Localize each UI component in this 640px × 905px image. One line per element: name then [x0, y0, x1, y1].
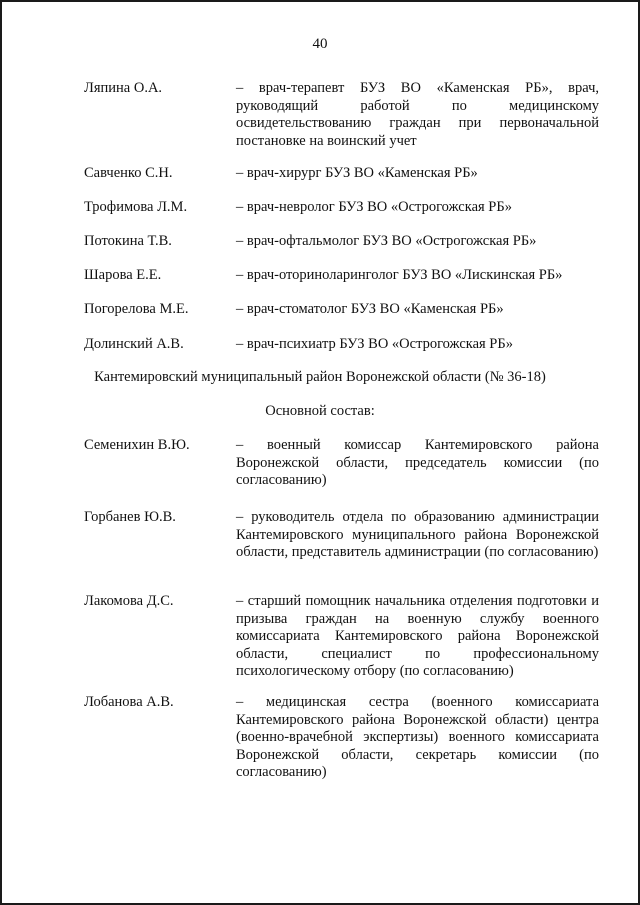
district-heading: Кантемировский муниципальный район Воронежской области (№ 36-18): [94, 369, 546, 385]
member-role: – врач-офтальмолог БУЗ ВО «Острогожская РБ»: [236, 233, 537, 249]
member-role: – врач-оториноларинголог БУЗ ВО «Лискинская РБ»: [236, 267, 563, 283]
member-name: Долинский А.В.: [84, 336, 184, 352]
member-name: Потокина Т.В.: [84, 233, 172, 249]
member-name: Трофимова Л.М.: [84, 199, 188, 215]
member-name: Лакомова Д.С.: [84, 593, 174, 609]
member-name: Шарова Е.Е.: [84, 267, 162, 283]
member-name: Семенихин В.Ю.: [84, 437, 190, 453]
member-role: – врач-терапевт БУЗ ВО «Каменская РБ», врач, руководящий работой по медицинскому освидетельствованию граждан при первоначальной постановке на воинский учет: [236, 80, 599, 149]
member-role: – медицинская сестра (военного комиссариата Кантемировского района Воронежской области) центра (военно-врачебной экспертизы) военного комиссариата Воронежской области, секретарь комиссии (по согласованию): [236, 694, 599, 780]
member-role: – врач-психиатр БУЗ ВО «Острогожская РБ»: [236, 336, 513, 352]
composition-heading: Основной состав:: [265, 403, 375, 419]
member-role: – руководитель отдела по образованию администрации Кантемировского муниципального района Воронежской области, представитель администрации (по согласованию): [236, 509, 599, 560]
member-role: – врач-стоматолог БУЗ ВО «Каменская РБ»: [236, 301, 504, 317]
page-number: 40: [312, 36, 328, 52]
member-role: – врач-хирург БУЗ ВО «Каменская РБ»: [236, 165, 478, 181]
member-role: – военный комиссар Кантемировского района Воронежской области, председатель комиссии (по согласованию): [236, 437, 599, 488]
member-name: Ляпина О.А.: [84, 80, 163, 96]
member-role: – старший помощник начальника отделения подготовки и призыва граждан на военную службу военного комиссариата Кантемировского района Воронежской области, специалист по профессиональному психологическому отбору (по согласованию): [236, 593, 599, 679]
member-role: – врач-невролог БУЗ ВО «Острогожская РБ»: [236, 199, 512, 215]
member-name: Савченко С.Н.: [84, 165, 173, 181]
member-name: Погорелова М.Е.: [84, 301, 189, 317]
member-name: Лобанова А.В.: [84, 694, 174, 710]
member-name: Горбанев Ю.В.: [84, 509, 176, 525]
